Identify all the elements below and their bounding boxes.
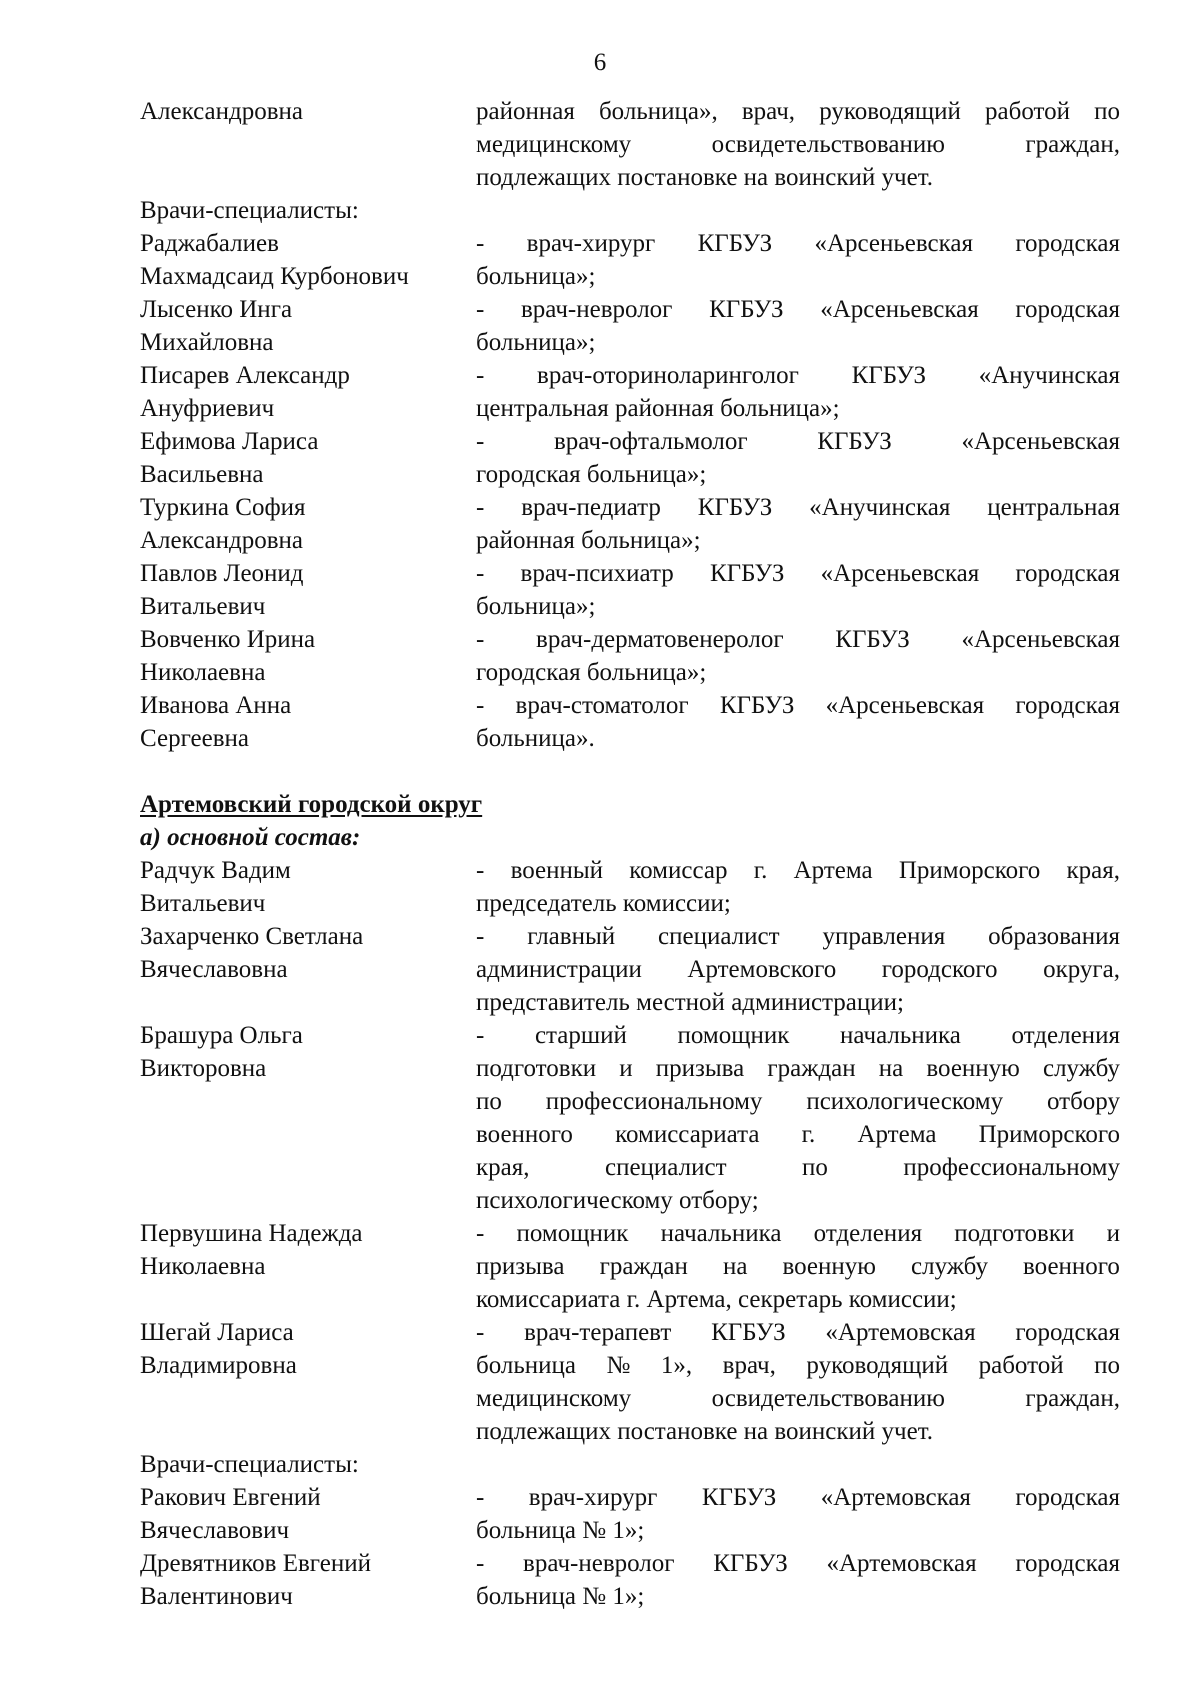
member-position — [476, 293, 1120, 359]
position-line: городская больница»; — [476, 461, 707, 488]
member-position — [476, 425, 1120, 491]
position-line: - помощник начальника отделения подготовки и — [476, 1220, 1120, 1247]
position-line: - врач-оториноларинголог КГБУЗ «Анучинская — [476, 362, 1120, 389]
position-line: - военный комиссар г. Артема Приморского края, — [476, 857, 1120, 884]
member-entry — [140, 491, 1120, 557]
position-line: - главный специалист управления образования — [476, 923, 1120, 950]
member-position — [476, 1481, 1120, 1547]
position-line: - врач-дерматовенеролог КГБУЗ «Арсеньевская — [476, 626, 1120, 653]
document-body — [140, 95, 1120, 1613]
member-name — [140, 1217, 476, 1316]
position-line: больница»; — [476, 263, 596, 290]
position-line: - врач-невролог КГБУЗ «Арсеньевская городская — [476, 296, 1120, 323]
member-entry — [140, 227, 1120, 293]
member-entry — [140, 359, 1120, 425]
member-entry — [140, 293, 1120, 359]
specialists-heading: Врачи-специалисты: — [140, 197, 359, 224]
name-line: Владимировна — [140, 1352, 297, 1379]
position-line: районная больница», врач, руководящий работой по — [476, 98, 1120, 125]
composition-subtitle: а) основной состав: — [140, 824, 361, 851]
member-position — [476, 95, 1120, 194]
position-line: больница»; — [476, 593, 596, 620]
name-line: Витальевич — [140, 890, 266, 917]
page-number: 6 — [593, 49, 607, 76]
name-line: Михайловна — [140, 329, 274, 356]
member-entry — [140, 557, 1120, 623]
position-line: медицинскому освидетельствованию граждан, — [476, 131, 1120, 158]
member-position — [476, 491, 1120, 557]
name-line: Раджабалиев — [140, 230, 279, 257]
member-position — [476, 689, 1120, 755]
name-line: Махмадсаид Курбонович — [140, 263, 409, 290]
member-position — [476, 1019, 1120, 1217]
member-entry — [140, 1019, 1120, 1217]
position-line: городская больница»; — [476, 659, 707, 686]
member-position — [476, 1316, 1120, 1448]
position-line: медицинскому освидетельствованию граждан, — [476, 1385, 1120, 1412]
position-line: - врач-педиатр КГБУЗ «Анучинская центральная — [476, 494, 1120, 521]
position-line: - врач-хирург КГБУЗ «Арсеньевская городская — [476, 230, 1120, 257]
position-line: представитель местной администрации; — [476, 989, 904, 1016]
member-entry — [140, 1547, 1120, 1613]
name-line: Витальевич — [140, 593, 266, 620]
member-entry — [140, 623, 1120, 689]
position-line: психологическому отбору; — [476, 1187, 759, 1214]
position-line: больница № 1»; — [476, 1517, 645, 1544]
member-entry — [140, 854, 1120, 920]
member-name — [140, 425, 476, 491]
member-name — [140, 854, 476, 920]
position-line: - врач-хирург КГБУЗ «Артемовская городская — [476, 1484, 1120, 1511]
name-line: Вячеславович — [140, 1517, 290, 1544]
member-name — [140, 1316, 476, 1448]
name-line: Викторовна — [140, 1055, 267, 1082]
position-line: больница»; — [476, 329, 596, 356]
position-line: - врач-стоматолог КГБУЗ «Арсеньевская городская — [476, 692, 1120, 719]
member-entry — [140, 95, 1120, 194]
position-line: - врач-офтальмолог КГБУЗ «Арсеньевская — [476, 428, 1120, 455]
name-line: Валентинович — [140, 1583, 293, 1610]
name-line: Туркина София — [140, 494, 306, 521]
name-line: Васильевна — [140, 461, 264, 488]
name-line: Вячеславовна — [140, 956, 288, 983]
member-entry — [140, 1217, 1120, 1316]
member-name — [140, 557, 476, 623]
section-spacer — [140, 755, 1120, 788]
member-position — [476, 557, 1120, 623]
name-line: Иванова Анна — [140, 692, 292, 719]
member-name — [140, 293, 476, 359]
member-entry — [140, 1481, 1120, 1547]
name-line: Ракович Евгений — [140, 1484, 321, 1511]
position-line: - врач-невролог КГБУЗ «Артемовская городская — [476, 1550, 1120, 1577]
position-line: больница № 1»; — [476, 1583, 645, 1610]
name-line: Шегай Лариса — [140, 1319, 294, 1346]
position-line: районная больница»; — [476, 527, 701, 554]
position-line: подлежащих постановке на воинский учет. — [476, 164, 934, 191]
member-position — [476, 854, 1120, 920]
position-line: - старший помощник начальника отделения — [476, 1022, 1120, 1049]
name-line: Лысенко Инга — [140, 296, 293, 323]
member-name — [140, 227, 476, 293]
name-line: Николаевна — [140, 659, 266, 686]
member-name — [140, 95, 476, 194]
position-line: военного комиссариата г. Артема Приморского — [476, 1121, 1120, 1148]
member-position — [476, 1547, 1120, 1613]
position-line: по профессиональному психологическому отбору — [476, 1088, 1120, 1115]
member-entry — [140, 1316, 1120, 1448]
position-line: больница». — [476, 725, 595, 752]
name-line: Сергеевна — [140, 725, 249, 752]
name-line: Радчук Вадим — [140, 857, 291, 884]
position-line: края, специалист по профессиональному — [476, 1154, 1120, 1181]
position-line: подготовки и призыва граждан на военную службу — [476, 1055, 1120, 1082]
name-line: Вовченко Ирина — [140, 626, 316, 653]
member-entry — [140, 425, 1120, 491]
member-position — [476, 920, 1120, 1019]
position-line: призыва граждан на военную службу военного — [476, 1253, 1120, 1280]
member-position — [476, 359, 1120, 425]
position-line: администрации Артемовского городского округа, — [476, 956, 1120, 983]
position-line: - врач-психиатр КГБУЗ «Арсеньевская городская — [476, 560, 1120, 587]
name-line: Николаевна — [140, 1253, 266, 1280]
member-name — [140, 1547, 476, 1613]
name-line: Ануфриевич — [140, 395, 275, 422]
position-line: больница № 1», врач, руководящий работой по — [476, 1352, 1120, 1379]
member-position — [476, 227, 1120, 293]
member-name — [140, 920, 476, 1019]
name-line: Павлов Леонид — [140, 560, 304, 587]
name-line: Захарченко Светлана — [140, 923, 364, 950]
position-line: - врач-терапевт КГБУЗ «Артемовская городская — [476, 1319, 1120, 1346]
member-entry — [140, 689, 1120, 755]
district-title: Артемовский городской округ — [140, 791, 483, 818]
name-line: Первушина Надежда — [140, 1220, 363, 1247]
name-line: Александровна — [140, 527, 304, 554]
member-name — [140, 623, 476, 689]
name-line: Александровна — [140, 98, 304, 125]
name-line: Брашура Ольга — [140, 1022, 303, 1049]
member-entry — [140, 920, 1120, 1019]
member-name — [140, 359, 476, 425]
member-position — [476, 1217, 1120, 1316]
member-name — [140, 491, 476, 557]
position-line: подлежащих постановке на воинский учет. — [476, 1418, 934, 1445]
specialists-heading: Врачи-специалисты: — [140, 1451, 359, 1478]
member-name — [140, 1019, 476, 1217]
position-line: председатель комиссии; — [476, 890, 731, 917]
member-name — [140, 1481, 476, 1547]
member-name — [140, 689, 476, 755]
member-position — [476, 623, 1120, 689]
name-line: Ефимова Лариса — [140, 428, 319, 455]
position-line: комиссариата г. Артема, секретарь комиссии; — [476, 1286, 957, 1313]
name-line: Древятников Евгений — [140, 1550, 371, 1577]
position-line: центральная районная больница»; — [476, 395, 840, 422]
name-line: Писарев Александр — [140, 362, 350, 389]
